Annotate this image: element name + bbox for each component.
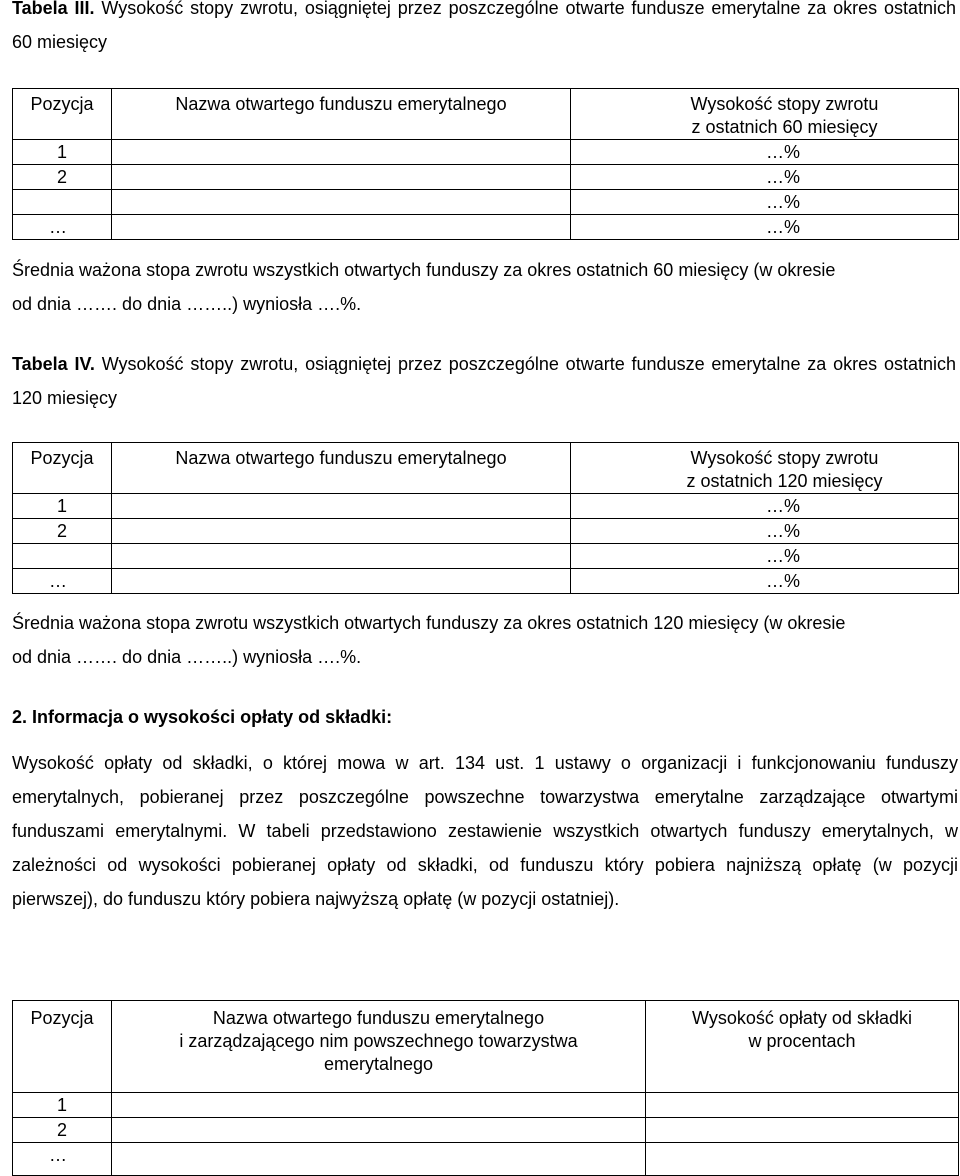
table-row (13, 190, 959, 215)
table3-header-name: Nazwa otwartego funduszu emerytalnego (112, 89, 571, 140)
table4-row2-value: …% (571, 519, 959, 544)
table-row (13, 544, 959, 569)
table3-row2-position: 2 (13, 165, 112, 190)
table3-row3-position (13, 190, 112, 215)
table5-row3-name (112, 1143, 646, 1176)
table3-label: Tabela III. (12, 0, 95, 18)
table5-row1-name (112, 1093, 646, 1118)
table5 (12, 1000, 959, 1176)
table3-row2-name (112, 165, 571, 190)
table4-row1-position: 1 (13, 494, 112, 519)
table4-row3-name (112, 544, 571, 569)
table5-row1-value (646, 1093, 959, 1118)
table3-header-row (13, 89, 959, 140)
table3-row4-position: … (13, 215, 112, 240)
table4-header-name: Nazwa otwartego funduszu emerytalnego (112, 443, 571, 494)
section2-paragraph: Wysokość opłaty od składki, o której mowa w art. 134 ust. 1 ustawy o organizacji i funkcjonowaniu funduszy emerytalnych, pobieranej przez poszczególne powszechne towarzystwa emerytalne zarządzające otwartymi funduszami emerytalnymi. W tabeli przedstawiono zestawienie wszystkich otwartych funduszy emerytalnych, w zależności od wysokości pobieranej opłaty od składki, od funduszu który pobiera najniższą opłatę (w pozycji pierwszej), do funduszu który pobiera najwyższą opłatę (w pozycji ostatniej). (12, 753, 958, 909)
table4-row4-position: … (13, 569, 112, 594)
table4-summary-line2: od dnia ……. do dnia ……..) wyniosła ….%. (12, 647, 362, 667)
table3-caption-text: Wysokość stopy zwrotu, osiągniętej przez poszczególne otwarte fundusze emerytalne za okres ostatnich 60 miesięcy (12, 0, 956, 52)
table4-header-row (13, 443, 959, 494)
table3-row1-position: 1 (13, 140, 112, 165)
table3-row2-value: …% (571, 165, 959, 190)
table5-header-row (13, 1001, 959, 1093)
table-row (13, 140, 959, 165)
table3-row3-name (112, 190, 571, 215)
table4-row3-position (13, 544, 112, 569)
table4-header-value-line2: z ostatnich 120 miesięcy (686, 471, 883, 491)
table5-header-name-line2: i zarządzającego nim powszechnego towarzystwa (179, 1031, 578, 1051)
table3-caption (12, 0, 956, 59)
table5-header-value-line2: w procentach (748, 1031, 856, 1051)
table4-label: Tabela IV. (12, 354, 95, 374)
table5-header-name-line1: Nazwa otwartego funduszu emerytalnego (212, 1008, 545, 1028)
table5-header-name-line3: emerytalnego (323, 1054, 434, 1074)
table4-row2-name (112, 519, 571, 544)
table3-row1-value: …% (571, 140, 959, 165)
table5-row3-position: … (13, 1143, 112, 1176)
table3-header-value-line2: z ostatnich 60 miesięcy (691, 117, 878, 137)
table4 (12, 442, 959, 594)
table5-row3-value (646, 1143, 959, 1176)
table4-summary (12, 606, 958, 674)
table3-row4-name (112, 215, 571, 240)
table4-row1-name (112, 494, 571, 519)
table4-header-position: Pozycja (13, 443, 112, 494)
table5-header-value-line1: Wysokość opłaty od składki (692, 1008, 912, 1028)
table3-summary-line2: od dnia ……. do dnia ……..) wyniosła ….%. (12, 294, 362, 314)
table4-summary-line1: Średnia ważona stopa zwrotu wszystkich otwartych funduszy za okres ostatnich 120 miesięcy (w okresie (12, 613, 846, 633)
table4-row1-value: …% (571, 494, 959, 519)
table4-caption-text: Wysokość stopy zwrotu, osiągniętej przez poszczególne otwarte fundusze emerytalne za okres ostatnich 120 miesięcy (12, 354, 956, 408)
table3-row3-value: …% (571, 190, 959, 215)
table5-row2-name (112, 1118, 646, 1143)
table4-row2-position: 2 (13, 519, 112, 544)
table4-row4-value: …% (571, 569, 959, 594)
table5-row2-value (646, 1118, 959, 1143)
table4-header-value (571, 443, 959, 494)
table-row (13, 1143, 959, 1176)
table-row (13, 215, 959, 240)
table5-header-position: Pozycja (13, 1001, 112, 1093)
table-row (13, 165, 959, 190)
table4-header-value-line1: Wysokość stopy zwrotu (690, 448, 879, 468)
section2-heading: 2. Informacja o wysokości opłaty od składki: (12, 707, 393, 727)
table-row (13, 1093, 959, 1118)
table5-row2-position: 2 (13, 1118, 112, 1143)
table-row (13, 1118, 959, 1143)
table3-row1-name (112, 140, 571, 165)
table-row (13, 519, 959, 544)
table5-header-name (112, 1001, 646, 1093)
table3-header-value-line1: Wysokość stopy zwrotu (690, 94, 879, 114)
table4-caption (12, 347, 956, 415)
table3 (12, 88, 959, 240)
table3-header-value (571, 89, 959, 140)
table4-row3-value: …% (571, 544, 959, 569)
table3-summary-line1: Średnia ważona stopa zwrotu wszystkich otwartych funduszy za okres ostatnich 60 miesięcy (w okresie (12, 260, 836, 280)
table5-header-value (646, 1001, 959, 1093)
table3-summary (12, 253, 958, 321)
table5-row1-position: 1 (13, 1093, 112, 1118)
table3-row4-value: …% (571, 215, 959, 240)
table-row (13, 569, 959, 594)
table4-row4-name (112, 569, 571, 594)
table-row (13, 494, 959, 519)
table3-header-position: Pozycja (13, 89, 112, 140)
